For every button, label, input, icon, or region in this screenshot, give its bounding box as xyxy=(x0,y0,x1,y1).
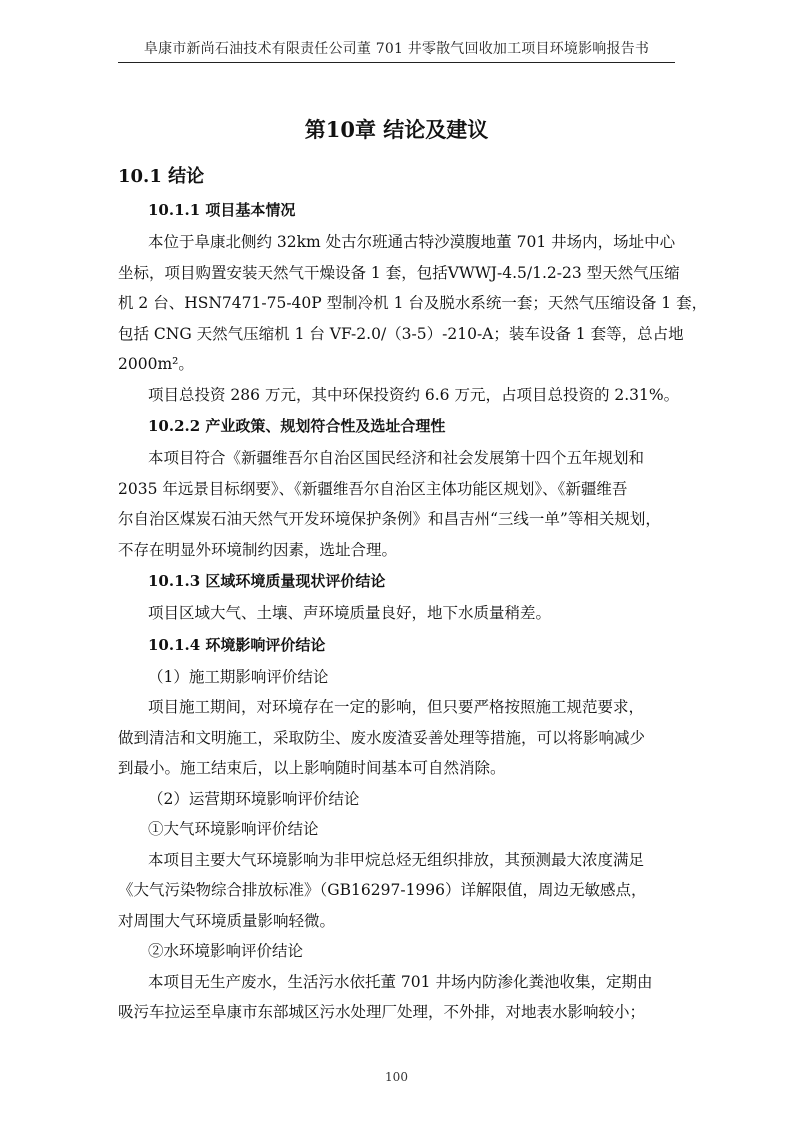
paragraph-investment xyxy=(118,380,680,411)
text-line: 本项目无生产废水，生活污水依托董 701 井场内防渗化粪池收集，定期由 xyxy=(148,972,653,991)
text-line: 不存在明显外环境制约因素，选址合理。 xyxy=(118,540,398,559)
text-line: 到最小。施工结束后，以上影响随时间基本可自然消除。 xyxy=(118,759,506,777)
running-header: 阜康市新尚石油技术有限责任公司董 701 井零散气回收加工项目环境影响报告书 xyxy=(143,41,650,57)
text-line: 本项目主要大气环境影响为非甲烷总烃无组织排放，其预测最大浓度满足 xyxy=(148,850,645,869)
text-line: 本项目符合《新疆维吾尔自治区国民经济和社会发展第十四个五年规划和 xyxy=(148,449,645,467)
operation-impact-heading: （2）运营期环境影响评价结论 xyxy=(148,789,360,808)
text-line: 2035 年远景目标纲要》、《新疆维吾尔自治区主体功能区规划》、《新疆维吾 xyxy=(118,479,628,498)
water-impact-heading: ②水环境影响评价结论 xyxy=(148,942,304,960)
subsection-heading-10-1-1: 10.1.1 项目基本情况 xyxy=(148,201,296,219)
text-line: 2000m²。 xyxy=(118,355,194,373)
text-line: 做到清洁和文明施工，采取防尘、废水废渣妥善处理等措施，可以将影响减少 xyxy=(118,728,646,747)
construction-impact-heading: （1）施工期影响评价结论 xyxy=(148,667,329,686)
text-line: 《大气污染物综合排放标准》（GB16297-1996）详解限值，周边无敏感点， xyxy=(118,881,647,899)
text-line: 坐标，项目购置安装天然气干燥设备 1 套，包括VWWJ-4.5/1.2-23 型天然气压缩 xyxy=(118,263,680,282)
paragraph-water-impact xyxy=(118,967,676,1028)
subsection-heading-10-1-4: 10.1.4 环境影响评价结论 xyxy=(148,635,326,654)
paragraph-policy-compliance xyxy=(118,443,676,565)
subsection-heading-10-1-3: 10.1.3 区域环境质量现状评价结论 xyxy=(148,572,386,590)
paragraph-construction-impact xyxy=(118,692,676,784)
section-heading-10-1: 10.1 结论 xyxy=(118,166,205,187)
text-line: 包括 CNG 天然气压缩机 1 台 VF-2.0/（3-5）-210-A；装车设备 1 套等，总占地 xyxy=(118,324,684,343)
text-line: 项目区域大气、土壤、声环境质量良好，地下水质量稍差。 xyxy=(148,604,552,622)
header-rule xyxy=(118,62,675,63)
air-impact-heading: ①大气环境影响评价结论 xyxy=(148,820,319,838)
text-line: 项目总投资 286 万元，其中环保投资约 6.6 万元，占项目总投资的 2.31%。 xyxy=(148,385,680,404)
text-line: 对周围大气环境质量影响轻微。 xyxy=(118,911,336,930)
page-number: 100 xyxy=(385,1070,408,1084)
text-line: 本位于阜康北侧约 32km 处古尔班通古特沙漠腹地董 701 井场内，场址中心 xyxy=(148,233,676,251)
text-line: 项目施工期间，对环境存在一定的影响，但只要严格按照施工规范要求， xyxy=(148,698,645,716)
text-line: 机 2 台、HSN7471-75-40P 型制冷机 1 台及脱水系统一套；天然气压缩设备 1 套， xyxy=(118,294,708,312)
subsection-heading-10-2-2: 10.2.2 产业政策、规划符合性及选址合理性 xyxy=(148,417,446,435)
document-body xyxy=(118,158,708,1028)
chapter-title: 第10章 结论及建议 xyxy=(304,117,489,142)
text-line: 吸污车拉运至阜康市东部城区污水处理厂处理，不外排，对地表水影响较小； xyxy=(118,1003,646,1021)
paragraph-air-impact xyxy=(118,845,676,937)
text-line: 尔自治区煤炭石油天然气开发环境保护条例》和昌吉州“三线一单”等相关规划， xyxy=(118,510,661,528)
paragraph-environment-quality xyxy=(118,598,676,629)
paragraph-project-overview xyxy=(118,227,708,380)
